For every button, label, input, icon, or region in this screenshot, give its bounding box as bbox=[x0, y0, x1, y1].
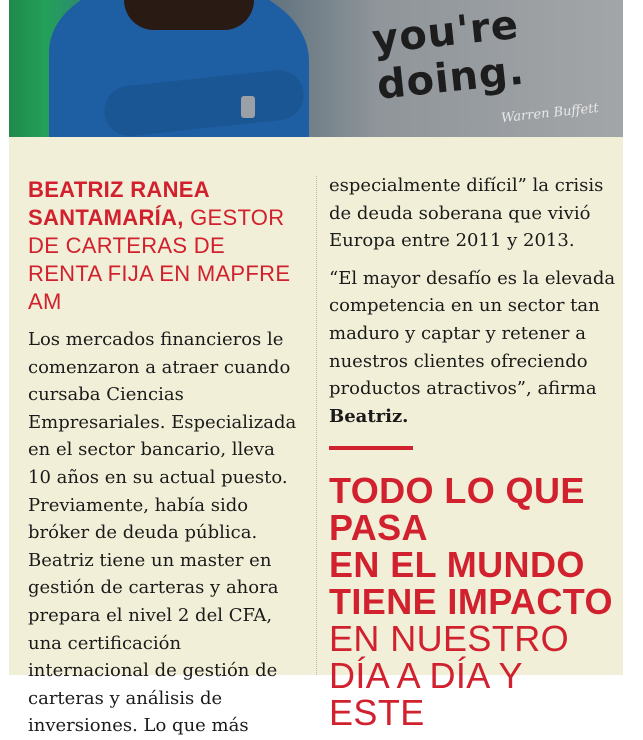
pull-quote-line: EN EL MUNDO bbox=[329, 544, 585, 586]
header-photo bbox=[9, 0, 623, 137]
profile-role: GESTOR DE CARTERAS DE RENTA FIJA EN MAPFRE AM bbox=[28, 205, 291, 314]
quote-attribution: Beatriz. bbox=[329, 405, 409, 427]
wall-quote-text: you're doing. bbox=[369, 1, 527, 109]
pull-quote-line: DÍA A DÍA Y ESTE bbox=[329, 655, 523, 734]
pull-quote-line: TODO LO QUE PASA bbox=[329, 470, 585, 549]
wall-quote-signature: Warren Buffett bbox=[500, 100, 600, 127]
profile-kicker bbox=[28, 176, 300, 316]
right-column bbox=[329, 172, 619, 734]
body-paragraph-2 bbox=[329, 265, 619, 431]
pull-quote-line: EN NUESTRO bbox=[329, 618, 570, 660]
pull-quote bbox=[329, 470, 619, 734]
wristwatch bbox=[241, 96, 255, 118]
left-column bbox=[28, 176, 300, 740]
pull-quote-line: TIENE IMPACTO bbox=[329, 581, 613, 623]
column-divider bbox=[316, 176, 317, 675]
red-rule bbox=[329, 446, 413, 450]
body-paragraph-1: especialmente difícil” la crisis de deuda soberana que vivió Europa entre 2011 y 2013. bbox=[329, 175, 604, 252]
body-text-left: Los mercados financieros le comenzaron a atraer cuando cursaba Ciencias Empresariales. Especializada en el sector bancario, lleva 10 años en su actual puesto. Previamente, había sido bróker de deuda pública. Beatriz tiene un master en gestión de carteras y ahora prepara el nivel 2 del CFA, una certificación internacional de gestión de carteras y análisis de inversiones. Lo que más bbox=[28, 329, 297, 737]
profile-name: BEATRIZ RANEA SANTAMARÍA, bbox=[28, 177, 210, 230]
quote-text: “El mayor desafío es la elevada competencia en un sector tan maduro y captar y retener a nuestros clientes ofreciendo productos atractivos”, afirma bbox=[329, 267, 616, 400]
person-hair bbox=[124, 0, 254, 30]
